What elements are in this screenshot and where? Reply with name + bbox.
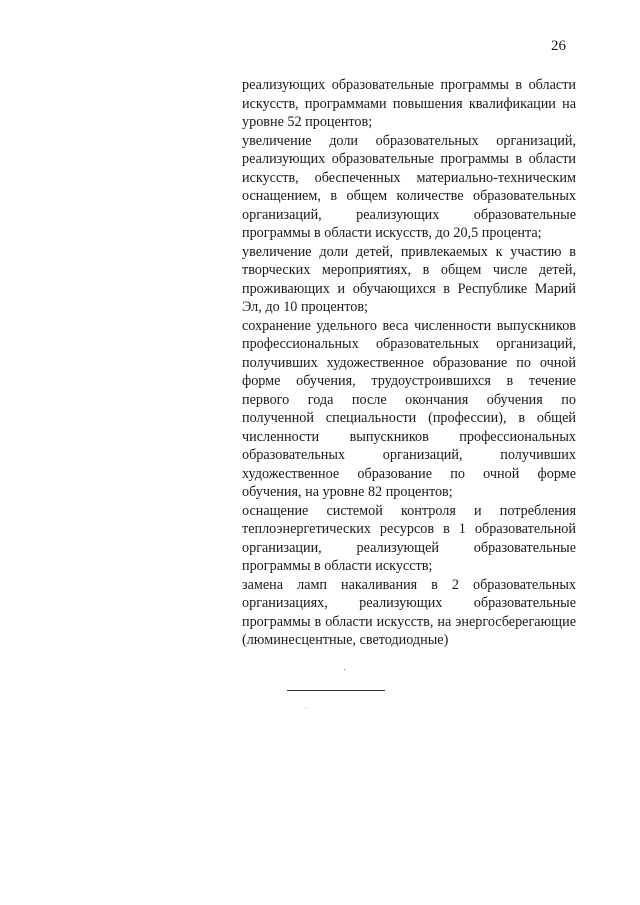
scan-speck (305, 708, 306, 709)
page-number: 26 (551, 38, 566, 54)
end-separator-line (287, 690, 385, 691)
paragraph-heat-metering: оснащение системой контроля и потребления теплоэнергетических ресурсов в 1 образовательной организации, реализующей образовательные программы в области искусств; (242, 502, 576, 574)
paragraph-lamp-replacement: замена ламп накаливания в 2 образовательных организациях, реализующих образовательные программы в области искусств, на энергосберегающие (люминесцентные, светодиодные) (242, 576, 576, 648)
paragraph-staff-qualification: реализующих образовательные программы в области искусств, программами повышения квалификации на уровне 52 процентов; (242, 77, 576, 130)
paragraph-graduate-employment: сохранение удельного веса численности выпускников профессиональных образовательных организаций, получивших художественное образование по очной форме обучения, трудоустроившихся в течение первого года после окончания обучения по полученной специальности (профессии), в общей численности выпускников профессиональных образовательных организаций, получивших художественное образование по очной форме обучения, на уровне 82 процентов; (242, 317, 576, 500)
paragraph-equipment-share: увеличение доли образовательных организаций, реализующих образовательные программы в области искусств, обеспеченных материально-техническим оснащением, в общем количестве образовательных организаций, реализующих образовательные программы в области искусств, до 20,5 процента; (242, 132, 576, 241)
document-body (242, 76, 576, 650)
paragraph-children-events: увеличение доли детей, привлекаемых к участию в творческих мероприятиях, в общем числе детей, проживающих и обучающихся в Республике Марий Эл, до 10 процентов; (242, 243, 576, 315)
scan-speck (344, 669, 345, 670)
